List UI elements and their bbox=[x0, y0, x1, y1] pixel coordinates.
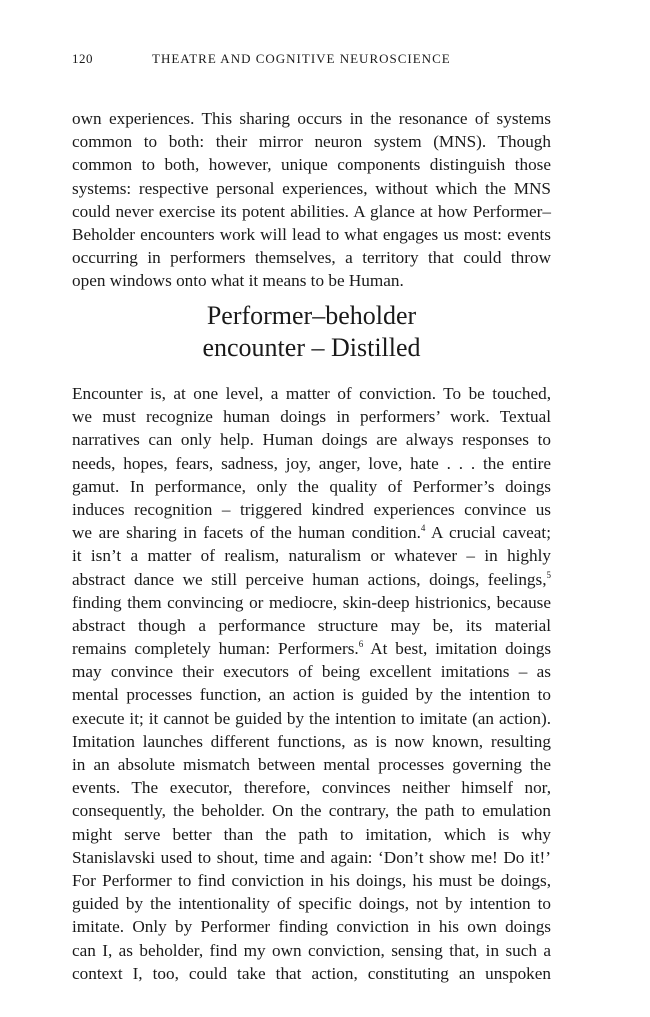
line-text: context I, too, could take that action, constituting an unspoken bbox=[72, 963, 551, 983]
footnote-marker[interactable]: 5 bbox=[546, 569, 551, 580]
text-line: systems: respective personal experiences, without which the MNS bbox=[72, 178, 551, 198]
text-line bbox=[72, 568, 551, 591]
line-text: can I, as beholder, find my own conviction, sensing that, in such a bbox=[72, 940, 551, 960]
paragraph-1 bbox=[72, 107, 551, 293]
heading-line-2: encounter – Distilled bbox=[202, 333, 421, 362]
text-line bbox=[72, 823, 551, 846]
footnote-marker[interactable]: 6 bbox=[358, 639, 364, 650]
text-line: occurring in performers themselves, a territory that could throw bbox=[72, 248, 551, 268]
text-line bbox=[72, 730, 551, 753]
text-line bbox=[72, 776, 551, 799]
line-text: remains completely human: Performers. bbox=[72, 639, 359, 659]
text-line: own experiences. This sharing occurs in the resonance of systems bbox=[72, 109, 551, 128]
line-text: it isn’t a matter of realism, naturalism or whatever – in highly bbox=[72, 546, 551, 566]
line-text: guided by the intentionality of specific doings, not by intention to bbox=[72, 894, 551, 914]
line-text: induces recognition – triggered kindred experiences convince us bbox=[72, 499, 551, 519]
line-text: in an absolute mismatch between mental processes governing the bbox=[72, 755, 551, 774]
line-text: abstract dance we still perceive human actions, doings, feelings, bbox=[72, 569, 547, 589]
line-text: might serve better than the path to imitation, which is why bbox=[72, 824, 551, 844]
text-line bbox=[72, 637, 551, 660]
text-line bbox=[72, 799, 551, 822]
line-text: abstract though a performance structure may be, its material bbox=[72, 615, 551, 635]
text-line bbox=[72, 683, 551, 706]
text-line bbox=[72, 521, 551, 544]
line-text: consequently, the beholder. On the contrary, the path to emulation bbox=[72, 801, 551, 821]
text-line bbox=[72, 869, 551, 892]
text-line bbox=[72, 405, 551, 428]
section-heading bbox=[72, 300, 551, 364]
text-line bbox=[72, 498, 551, 521]
running-header bbox=[72, 51, 552, 73]
line-text: execute it; it cannot be guided by the intention to imitate (an action). bbox=[72, 708, 551, 728]
line-text: Stanislavski used to shout, time and again: ‘Don’t show me! Do it!’ bbox=[72, 847, 551, 867]
text-line bbox=[72, 660, 551, 683]
line-text: Encounter is, at one level, a matter of conviction. To be touched, bbox=[72, 384, 551, 403]
line-text: mental processes function, an action is guided by the intention to bbox=[72, 685, 551, 705]
line-text: needs, hopes, fears, sadness, joy, anger, love, hate . . . the entire bbox=[72, 453, 551, 473]
text-line bbox=[72, 939, 551, 962]
text-line bbox=[72, 544, 551, 567]
text-line: open windows onto what it means to be Human. bbox=[72, 271, 404, 291]
line-text: events. The executor, therefore, convinces neither himself nor, bbox=[72, 778, 551, 798]
paragraph-2 bbox=[72, 382, 551, 985]
text-line bbox=[72, 962, 551, 985]
text-line bbox=[72, 707, 551, 730]
text-line: Beholder encounters work will lead to what engages us most: events bbox=[72, 224, 551, 244]
text-line bbox=[72, 892, 551, 915]
text-line bbox=[72, 428, 551, 451]
line-text: we must recognize human doings in performers’ work. Textual bbox=[72, 407, 551, 427]
line-text: we are sharing in facets of the human condition. bbox=[72, 523, 421, 543]
text-line bbox=[72, 614, 551, 637]
page-number: 120 bbox=[72, 51, 93, 66]
running-title: THEATRE AND COGNITIVE NEUROSCIENCE bbox=[152, 51, 451, 66]
text-line bbox=[72, 753, 551, 776]
line-text: finding them convincing or mediocre, skin-deep histrionics, because bbox=[72, 592, 551, 612]
line-text: At best, imitation doings bbox=[363, 639, 552, 659]
text-line bbox=[72, 382, 551, 405]
text-line: common to both: their mirror neuron system (MNS). Though bbox=[72, 132, 551, 152]
text-line bbox=[72, 915, 551, 938]
heading-line-1: Performer–beholder bbox=[206, 301, 417, 330]
text-line bbox=[72, 452, 551, 475]
text-line: common to both, however, unique components distinguish those bbox=[72, 155, 551, 175]
line-text: gamut. In performance, only the quality of Performer’s doings bbox=[72, 476, 551, 496]
line-text: Imitation launches different functions, as is now known, resulting bbox=[72, 731, 551, 751]
text-line bbox=[72, 475, 551, 498]
line-text: A crucial caveat; bbox=[425, 523, 551, 543]
line-text: narratives can only help. Human doings are always responses to bbox=[72, 430, 551, 450]
footnote-marker[interactable]: 4 bbox=[420, 523, 426, 534]
line-text: imitate. Only by Performer finding conviction in his own doings bbox=[72, 917, 551, 937]
text-line bbox=[72, 591, 551, 614]
text-line bbox=[72, 846, 551, 869]
line-text: may convince their executors of being excellent imitations – as bbox=[72, 662, 551, 682]
text-line: could never exercise its potent abilities. A glance at how Performer– bbox=[72, 201, 551, 221]
line-text: For Performer to find conviction in his doings, his must be doings, bbox=[72, 870, 551, 890]
